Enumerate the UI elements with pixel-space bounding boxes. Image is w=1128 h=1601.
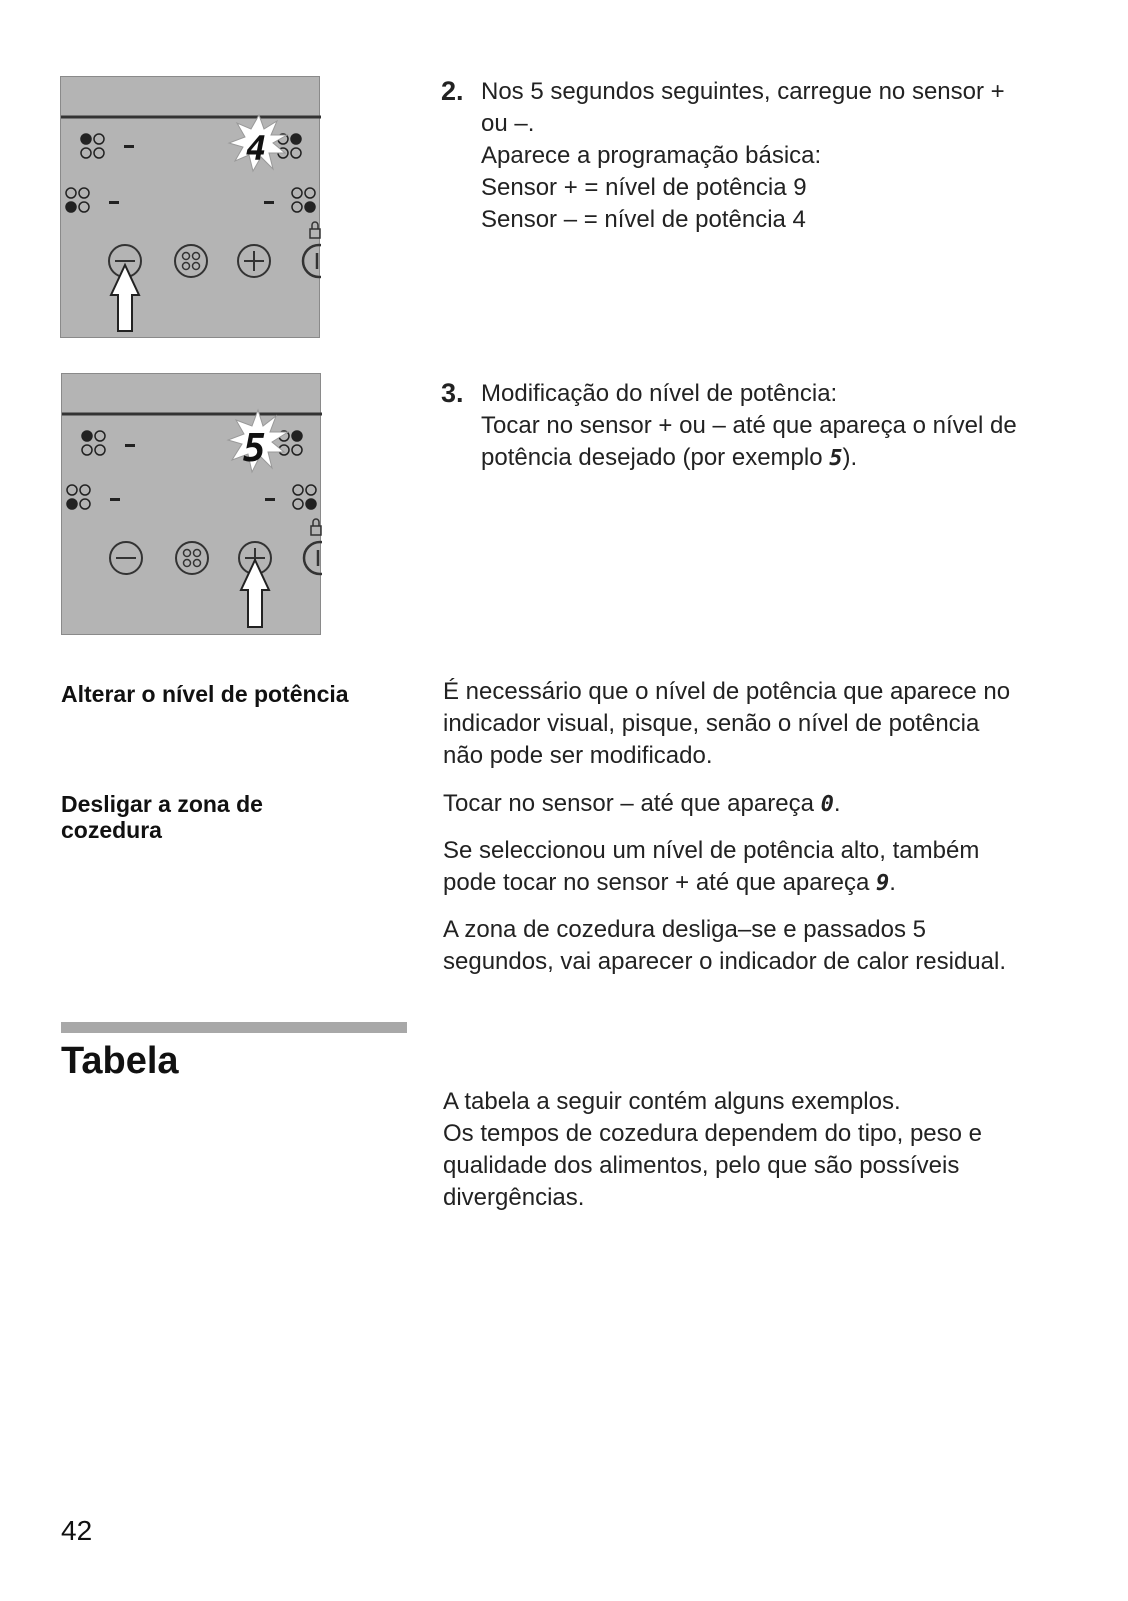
text-line: indicador visual, pisque, senão o nível de potência: [443, 710, 980, 737]
text-line: Sensor + = nível de potência 9: [481, 174, 807, 201]
desligar-paragraph-1: [443, 788, 841, 821]
text-line: [443, 867, 979, 900]
lock-icon: [310, 222, 320, 238]
text-fragment: Tocar no sensor – até que apareça: [443, 790, 821, 817]
text-fragment: pode tocar no sensor + até que apareça: [443, 869, 876, 896]
text-line: Sensor – = nível de potência 4: [481, 206, 806, 233]
heading-line: cozedura: [61, 817, 162, 843]
text-line: segundos, vai aparecer o indicador de calor residual.: [443, 948, 1007, 975]
desligar-paragraph-3: [443, 914, 1006, 978]
text-line: A tabela a seguir contém alguns exemplos.: [443, 1088, 901, 1115]
text-line: divergências.: [443, 1184, 585, 1211]
text-line: qualidade dos alimentos, pelo que são possíveis: [443, 1152, 960, 1179]
text-line: ou –.: [481, 110, 535, 137]
step-3-text: [481, 378, 1017, 475]
segment-symbol: 9: [875, 871, 890, 896]
text-line: [481, 442, 1017, 475]
text-fragment: potência desejado (por exemplo: [481, 444, 830, 471]
control-panel-illustration-2: [61, 373, 321, 635]
section-divider: [61, 1022, 407, 1033]
text-line: Se seleccionou um nível de potência alto, também: [443, 837, 980, 864]
zone-select-sensor-icon: [176, 542, 208, 574]
zone-select-sensor-icon: [175, 245, 207, 277]
display-level-digit: 5: [243, 426, 266, 470]
text-line: A zona de cozedura desliga–se e passados 5: [443, 916, 927, 943]
text-line: Tocar no sensor + ou – até que apareça o nível de: [481, 412, 1017, 439]
step-number: 3.: [441, 378, 464, 408]
press-arrow-icon: [111, 265, 139, 331]
step-title: Modificação do nível de potência:: [481, 380, 838, 407]
lock-icon: [311, 519, 321, 535]
tabela-paragraph: [443, 1086, 982, 1214]
text-line: É necessário que o nível de potência que aparece no: [443, 678, 1011, 705]
alterar-paragraph: [443, 676, 1010, 772]
text-line: Nos 5 segundos seguintes, carregue no sensor +: [481, 78, 1005, 105]
desligar-paragraph-2: [443, 835, 979, 900]
step-2-text: [481, 76, 1005, 236]
section-heading-alterar: Alterar o nível de potência: [61, 681, 349, 707]
power-sensor-icon: [303, 245, 321, 277]
text-fragment: ).: [842, 444, 858, 471]
step-number: 2.: [441, 76, 464, 106]
text-line: Os tempos de cozedura dependem do tipo, peso e: [443, 1120, 983, 1147]
page-number: 42: [61, 1515, 93, 1546]
segment-symbol: 0: [820, 792, 834, 817]
section-title-tabela: Tabela: [61, 1040, 179, 1082]
text-fragment: .: [833, 790, 841, 817]
control-panel-drawing: [62, 374, 322, 636]
section-heading-desligar: [61, 791, 263, 843]
heading-line: Desligar a zona de: [61, 791, 263, 817]
zone-indicator-icon: [81, 134, 104, 158]
segment-symbol: 5: [829, 446, 843, 471]
plus-sensor-icon: [238, 245, 270, 277]
text-line: não pode ser modificado.: [443, 742, 713, 769]
display-level-digit: 4: [246, 129, 267, 169]
control-panel-drawing: [61, 77, 321, 339]
power-sensor-icon: [304, 542, 322, 574]
text-line: Aparece a programação básica:: [481, 142, 822, 169]
text-fragment: .: [889, 869, 896, 896]
control-panel-illustration-1: [60, 76, 320, 338]
minus-sensor-icon: [110, 542, 142, 574]
